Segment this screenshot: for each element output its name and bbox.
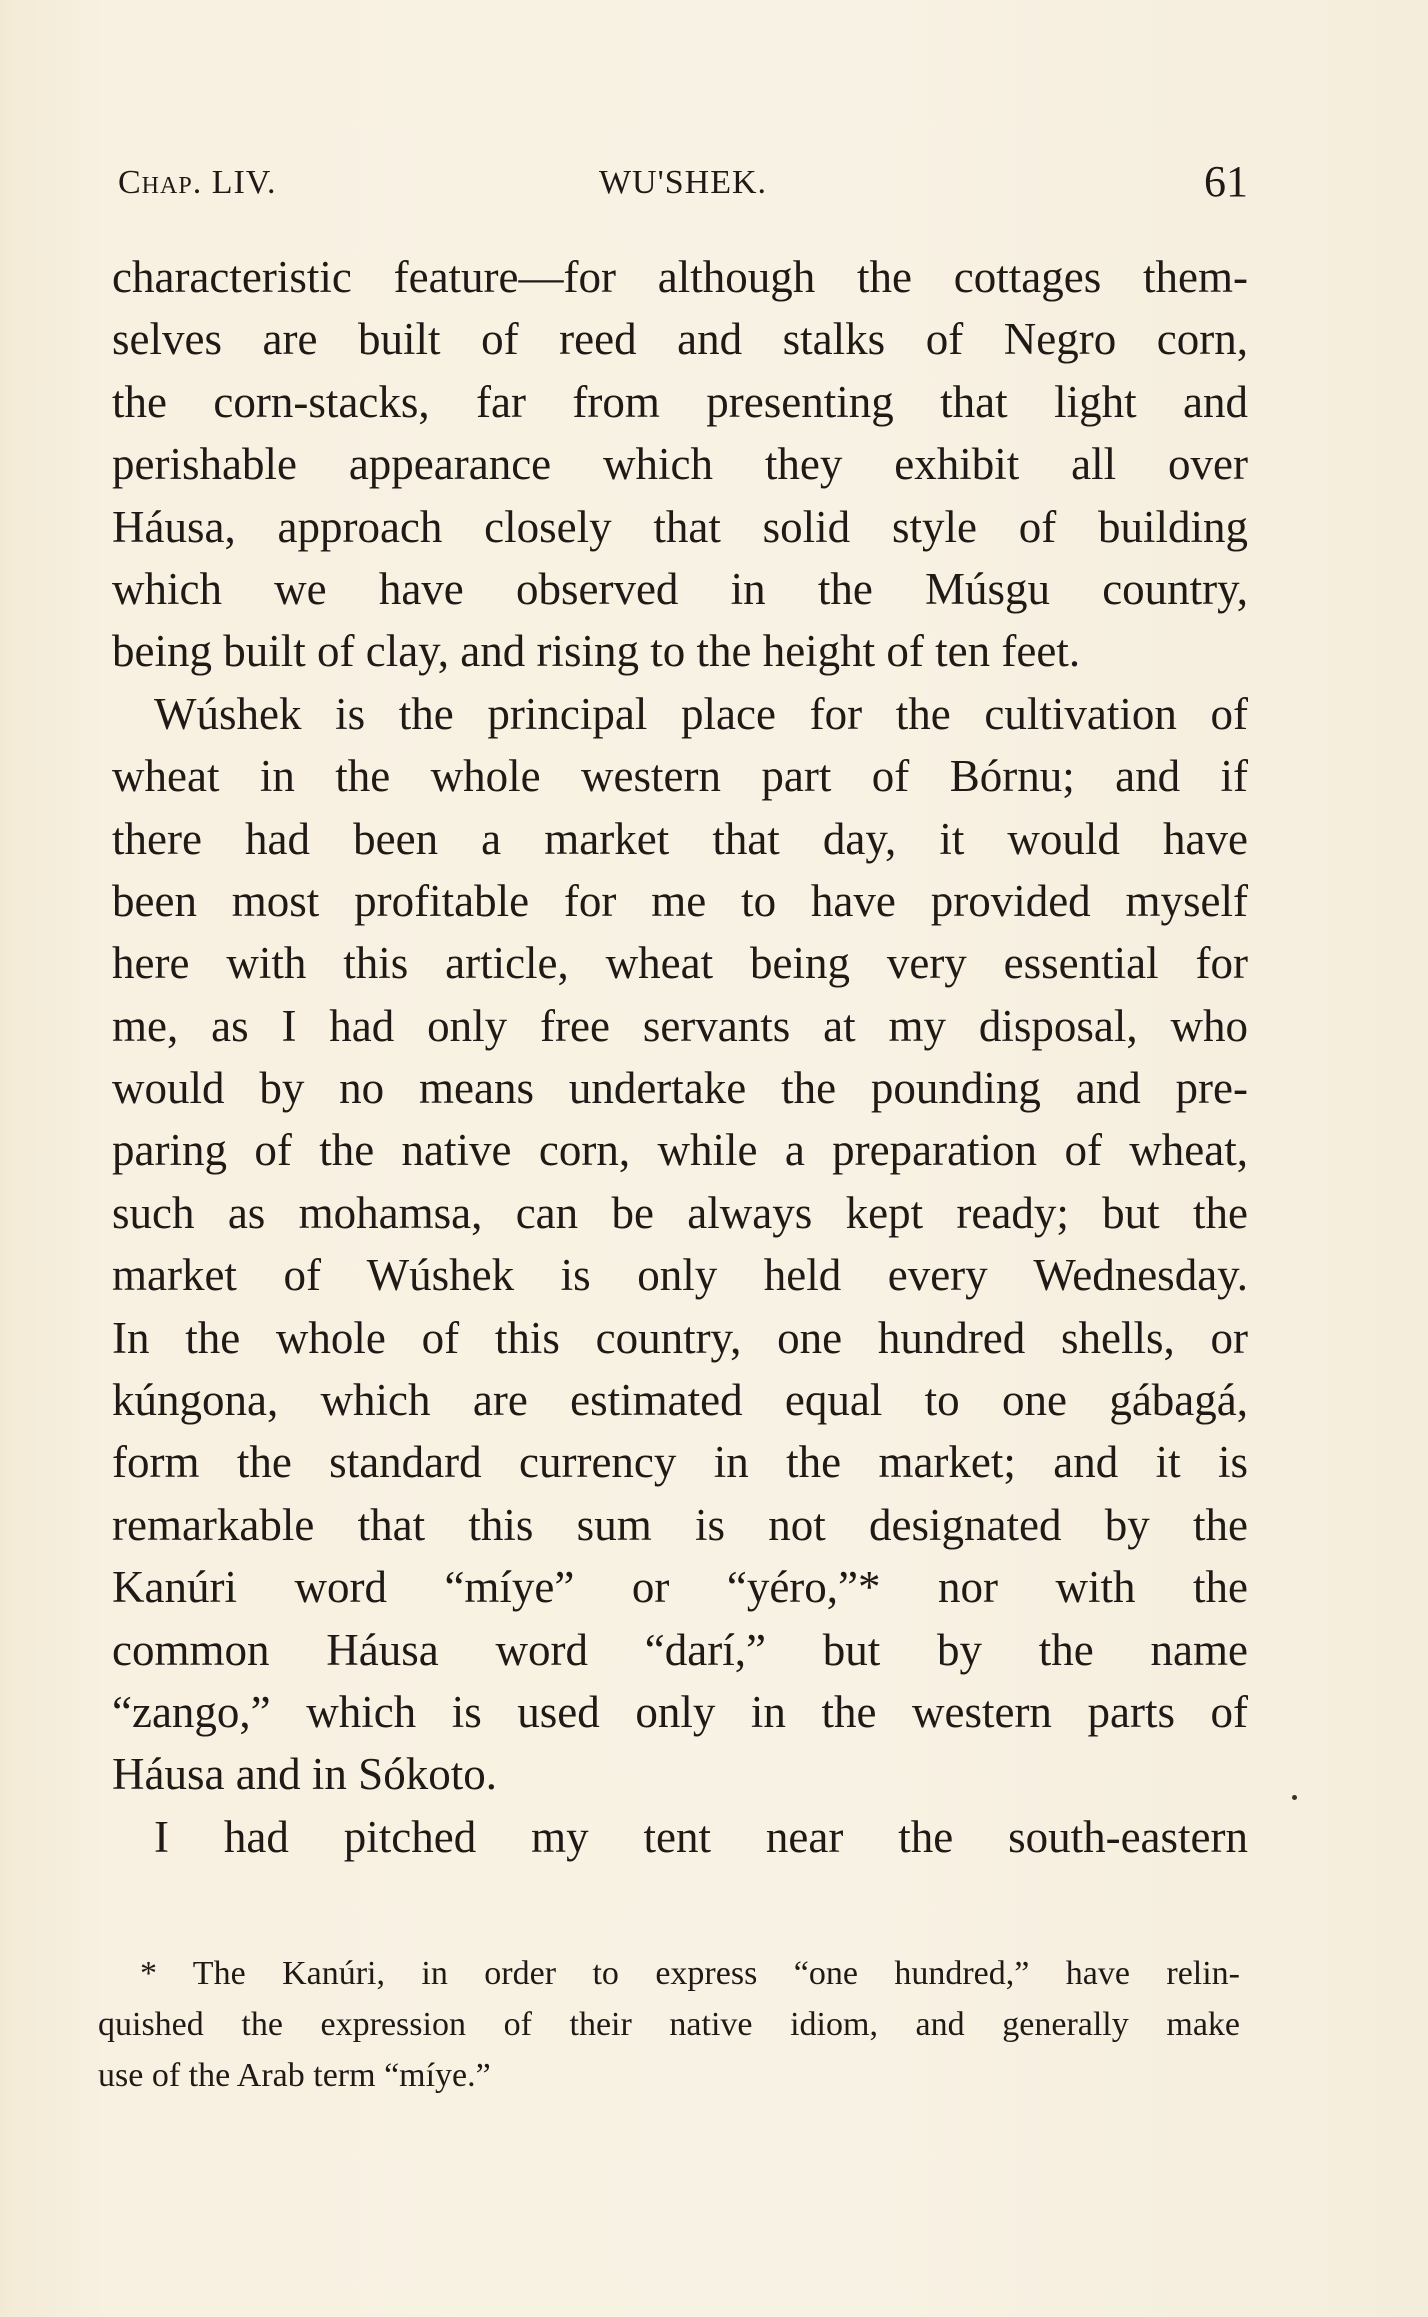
body-line: wheat in the whole western part of Bórnu; and if — [112, 751, 1248, 802]
body-line: characteristic feature—for although the cottages them- — [112, 252, 1248, 302]
body-line: perishable appearance which they exhibit all over — [112, 439, 1248, 490]
footnote-line: quished the expression of their native idiom, and generally make — [98, 2006, 1240, 2043]
running-header — [118, 156, 1248, 216]
body-line: “zango,” which is used only in the western parts of — [112, 1686, 1248, 1737]
body-text — [112, 246, 1248, 1868]
body-line: paring of the native corn, while a preparation of wheat, — [112, 1125, 1248, 1176]
footnote-line: use of the Arab term “míye.” — [98, 2057, 491, 2094]
body-line: which we have observed in the Músgu country, — [112, 563, 1248, 614]
body-line: would by no means undertake the pounding and pre- — [112, 1063, 1248, 1114]
body-line: here with this article, wheat being very essential for — [112, 938, 1248, 989]
body-line: Háusa, approach closely that solid style of building — [112, 501, 1248, 552]
body-line: I had pitched my tent near the south-eastern — [154, 1811, 1248, 1862]
body-line: selves are built of reed and stalks of Negro corn, — [112, 314, 1248, 365]
running-title: WU'SHEK. — [598, 164, 768, 201]
print-speck — [1292, 1795, 1297, 1800]
body-line: Kanúri word “míye” or “yéro,”* nor with the — [112, 1562, 1248, 1613]
footnote — [98, 1948, 1240, 2101]
body-line: kúngona, which are estimated equal to one gábagá, — [112, 1375, 1248, 1426]
body-line: form the standard currency in the market; and it is — [112, 1437, 1248, 1488]
body-line: Wúshek is the principal place for the cultivation of — [154, 688, 1248, 739]
body-line: the corn-stacks, far from presenting that light and — [112, 376, 1248, 427]
chapter-label: Chap. LIV. — [118, 164, 277, 201]
footnote-line: * The Kanúri, in order to express “one hundred,” have relin- — [140, 1955, 1240, 1992]
body-line: such as mohamsa, can be always kept ready; but the — [112, 1187, 1248, 1238]
body-line: market of Wúshek is only held every Wednesday. — [112, 1250, 1248, 1301]
body-line: me, as I had only free servants at my disposal, who — [112, 1000, 1248, 1051]
body-line: Háusa and in Sókoto. — [112, 1749, 497, 1800]
body-line: remarkable that this sum is not designated by the — [112, 1499, 1248, 1550]
body-line: common Háusa word “darí,” but by the name — [112, 1624, 1248, 1675]
body-line: In the whole of this country, one hundred shells, or — [112, 1312, 1248, 1363]
body-line: being built of clay, and rising to the height of ten feet. — [112, 626, 1081, 677]
page-number: 61 — [1204, 157, 1248, 206]
body-line: been most profitable for me to have provided myself — [112, 875, 1248, 926]
body-line: there had been a market that day, it would have — [112, 813, 1248, 864]
